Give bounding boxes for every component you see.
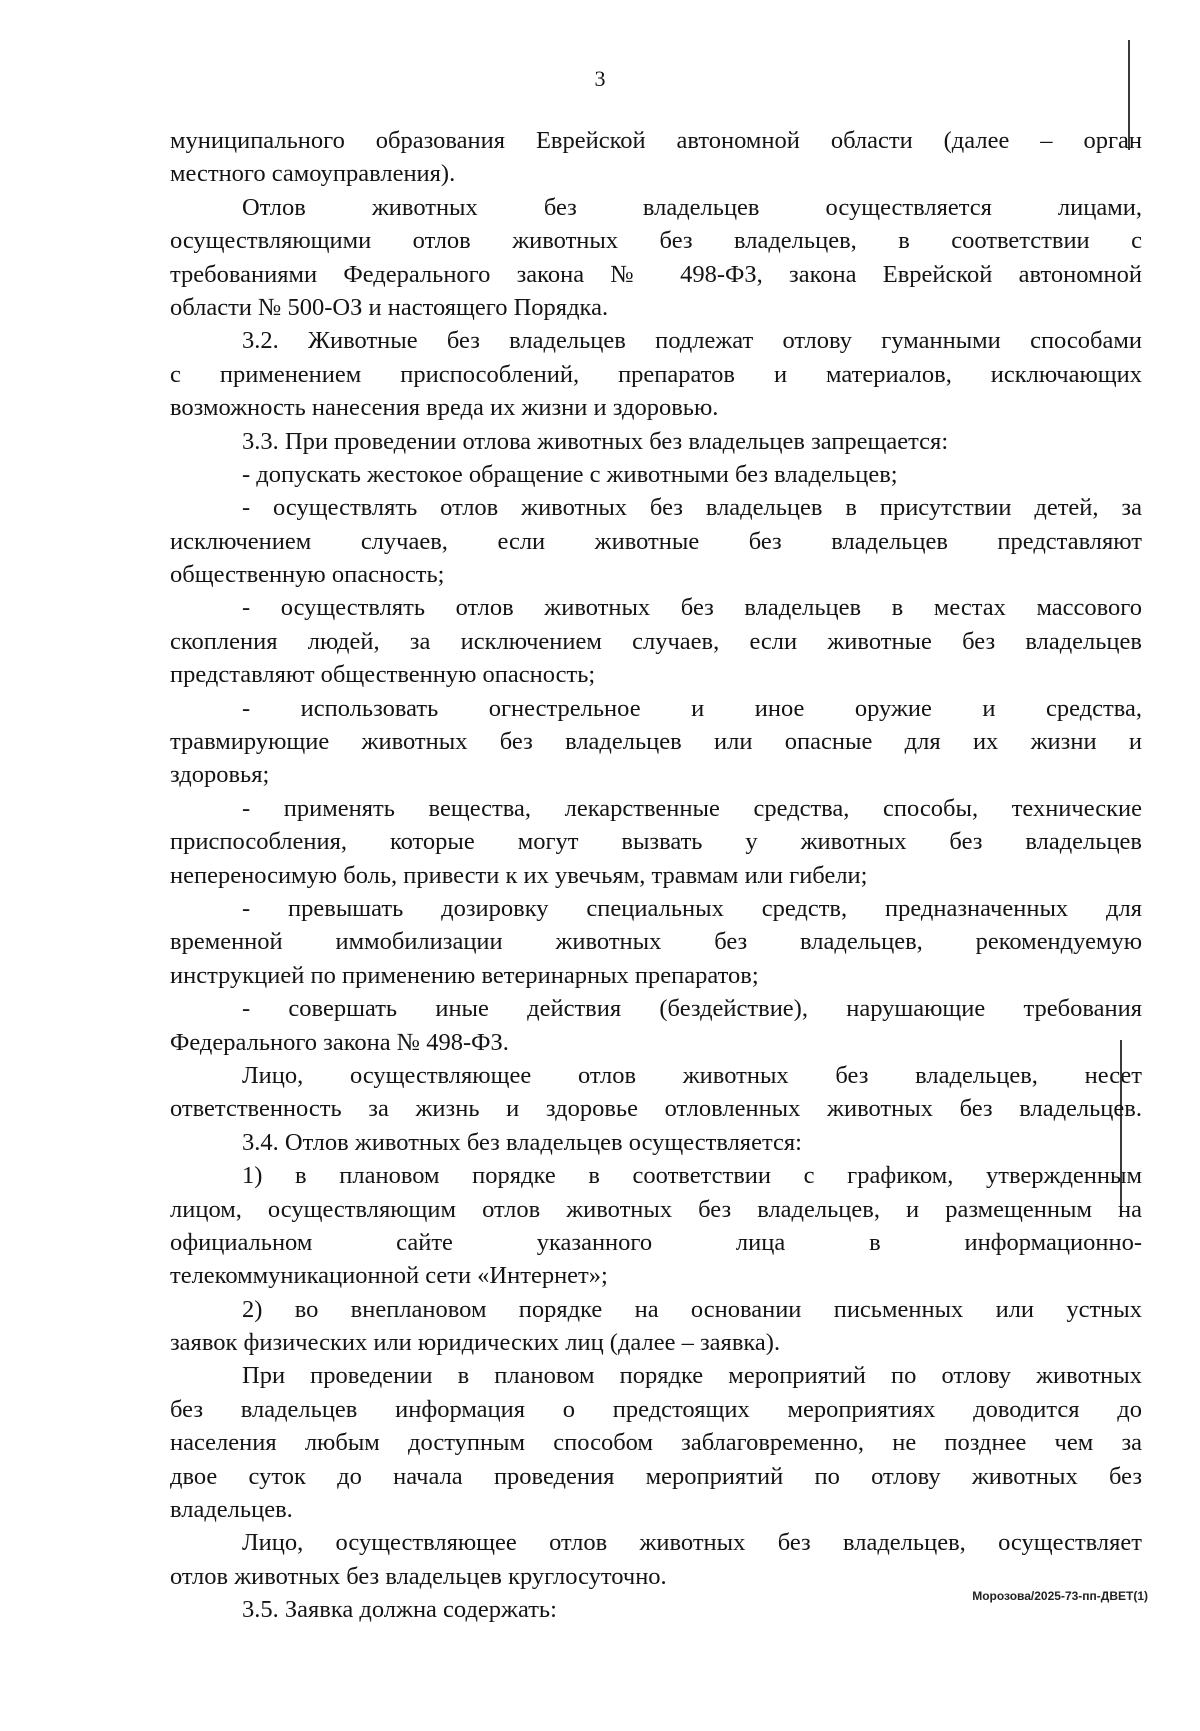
text-line: Федерального закона № 498-ФЗ.	[170, 1028, 509, 1056]
text-line: телекоммуникационной сети «Интернет»;	[170, 1262, 608, 1290]
text-line: Лицо, осуществляющее отлов животных без владельцев, осуществляет	[242, 1529, 1142, 1557]
text-line: - применять вещества, лекарственные средства, способы, технические	[242, 794, 1142, 822]
text-line: 3.2. Животные без владельцев подлежат отлову гуманными способами	[242, 327, 1142, 355]
page-number: 3	[594, 66, 606, 91]
text-line: - осуществлять отлов животных без владельцев в присутствии детей, за	[242, 494, 1142, 522]
text-line: без владельцев информация о предстоящих мероприятиях доводится до	[170, 1395, 1142, 1423]
text-line: местного самоуправления).	[170, 160, 456, 188]
text-line: ответственность за жизнь и здоровье отловленных животных без владельцев.	[170, 1095, 1142, 1123]
text-line: двое суток до начала проведения мероприятий по отлову животных без	[170, 1462, 1142, 1490]
text-line: временной иммобилизации животных без владельцев, рекомендуемую	[170, 928, 1142, 956]
text-line: - осуществлять отлов животных без владельцев в местах массового	[242, 594, 1142, 622]
text-line: травмирующие животных без владельцев или опасные для их жизни и	[170, 728, 1142, 756]
text-line: общественную опасность;	[170, 561, 445, 589]
text-line: 3.5. Заявка должна содержать:	[242, 1596, 557, 1624]
text-line: здоровья;	[170, 761, 270, 789]
text-line: инструкцией по применению ветеринарных препаратов;	[170, 961, 759, 989]
text-line: представляют общественную опасность;	[170, 661, 596, 689]
text-line: 1) в плановом порядке в соответствии с графиком, утвержденным	[242, 1162, 1142, 1190]
text-line: исключением случаев, если животные без владельцев представляют	[170, 527, 1142, 555]
text-line: - совершать иные действия (бездействие), нарушающие требования	[242, 995, 1142, 1023]
text-line: владельцев.	[170, 1496, 293, 1524]
text-line: При проведении в плановом порядке мероприятий по отлову животных	[242, 1362, 1142, 1390]
text-line: области № 500-ОЗ и настоящего Порядка.	[170, 293, 609, 321]
text-line: Отлов животных без владельцев осуществляется лицами,	[242, 193, 1142, 221]
text-line: - превышать дозировку специальных средств, предназначенных для	[242, 894, 1142, 922]
text-line: отлов животных без владельцев круглосуточно.	[170, 1562, 667, 1590]
text-line: официальном сайте указанного лица в информационно-	[170, 1228, 1142, 1256]
text-line: осуществляющими отлов животных без владельцев, в соответствии с	[170, 227, 1142, 255]
text-line: приспособления, которые могут вызвать у животных без владельцев	[170, 828, 1142, 856]
text-line: скопления людей, за исключением случаев, если животные без владельцев	[170, 627, 1142, 655]
text-line: населения любым доступным способом заблаговременно, не позднее чем за	[170, 1429, 1142, 1457]
text-line: - допускать жестокое обращение с животными без владельцев;	[242, 460, 898, 488]
text-line: Лицо, осуществляющее отлов животных без владельцев, несет	[242, 1061, 1142, 1089]
text-line: возможность нанесения вреда их жизни и здоровью.	[170, 394, 719, 422]
text-line: муниципального образования Еврейской автономной области (далее – орган	[170, 127, 1142, 154]
text-line: заявок физических или юридических лиц (далее – заявка).	[170, 1329, 781, 1357]
text-line: - использовать огнестрельное и иное оружие и средства,	[242, 694, 1142, 722]
text-line: лицом, осуществляющим отлов животных без владельцев, и размещенным на	[170, 1195, 1142, 1223]
text-line: 3.4. Отлов животных без владельцев осуществляется:	[242, 1128, 802, 1156]
text-line: с применением приспособлений, препаратов и материалов, исключающих	[170, 360, 1142, 388]
text-line: непереносимую боль, привести к их увечьям, травмам или гибели;	[170, 861, 868, 889]
text-line: 2) во внеплановом порядке на основании письменных или устных	[242, 1295, 1142, 1323]
footer-document-id: Морозова/2025-73-пп-ДВЕТ(1)	[972, 1589, 1148, 1603]
text-line: требованиями Федерального закона № 498-ФЗ, закона Еврейской автономной	[170, 260, 1142, 288]
document-body	[170, 124, 1142, 1627]
text-line: 3.3. При проведении отлова животных без владельцев запрещается:	[242, 427, 949, 455]
